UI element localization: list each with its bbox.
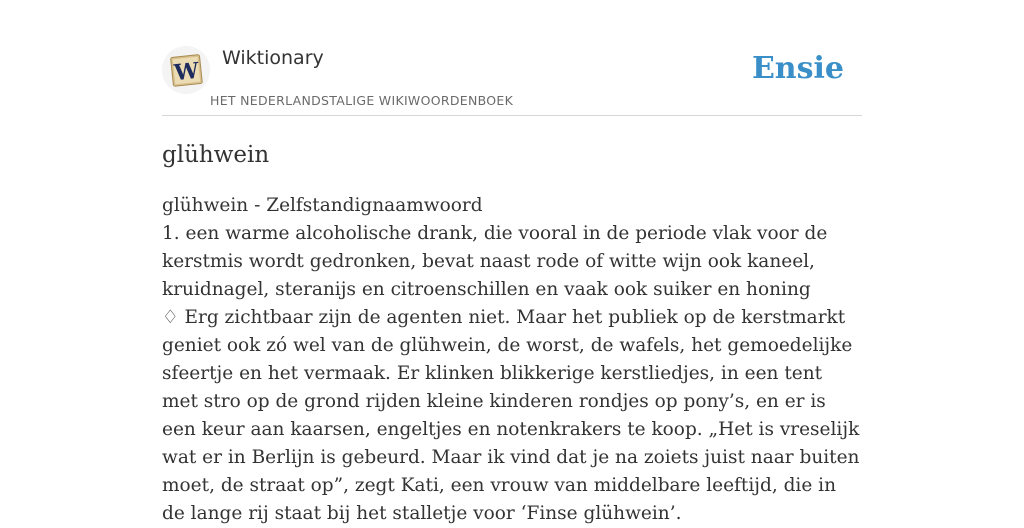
site-subtitle: HET NEDERLANDSTALIGE WIKIWOORDENBOEK <box>210 93 514 108</box>
entry-heading: glühwein - Zelfstandignaamwoord <box>162 195 483 216</box>
ensie-brand-link[interactable]: Ensie <box>751 51 844 86</box>
site-name[interactable]: Wiktionary <box>222 47 324 69</box>
wiktionary-logo-icon[interactable] <box>162 46 210 94</box>
header <box>162 0 862 116</box>
entry-example: ♢ Erg zichtbaar zijn de agenten niet. Maar het publiek op de kerstmarkt geniet ook zó wel van de glühwein, de worst, de wafels, het gemoedelijke sfeertje en het vermaak. Er klinken blikkerige kerstliedjes, in een tent met stro op de grond rijden kleine kinderen rondjes op pony’s, en er is een keur aan kaarsen, engeltjes en notenkrakers te koop. „Het is vreselijk wat er in Berlijn is gebeurd. Maar ik vind dat je na zoiets juist naar buiten moet, de straat op”, zegt Kati, een vrouw van middelbare leeftijd, die in de lange rij staat bij het stalletje voor ‘Finse glühwein’. <box>162 307 860 524</box>
entry-definition: 1. een warme alcoholische drank, die vooral in de periode vlak voor de kerstmis wordt gedronken, bevat naast rode of witte wijn ook kaneel, kruidnagel, steranijs en citroenschillen en vaak ook suiker en honing <box>162 223 828 300</box>
svg-text:W: W <box>172 57 201 87</box>
entry-body <box>162 192 862 528</box>
page-title: glühwein <box>162 142 270 168</box>
content-container <box>162 0 862 528</box>
